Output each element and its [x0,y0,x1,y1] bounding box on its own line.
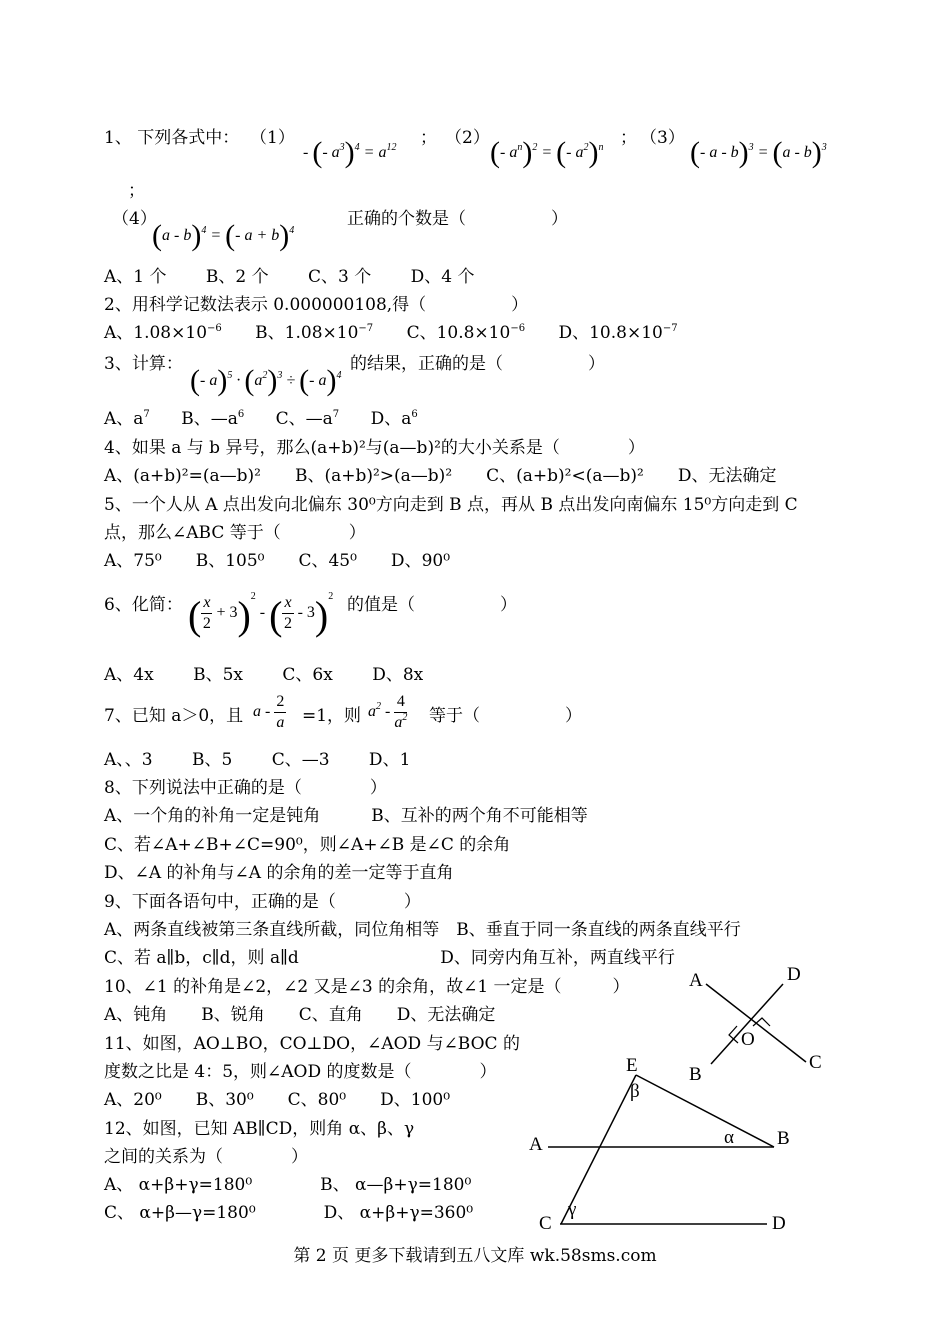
fig1-label-c: C [809,1052,822,1073]
q7-options: A、、3 B、5 C、—3 D、1 [104,750,411,770]
q5-stem-line1: 5、一个人从 A 点出发向北偏东 30⁰方向走到 B 点，再从 B 点出发向南偏东 15⁰方向走到 C [104,495,798,515]
q2-option-c: C、10.8×10 [406,323,511,343]
q2-stem: 2、用科学记数法表示 0.000000108,得（ ） [104,295,529,315]
q1-part2-label: （2） [445,128,490,148]
fig2-label-e: E [626,1055,638,1076]
q8-option-c: C、若∠A+∠B+∠C=90⁰，则∠A+∠B 是∠C 的余角 [104,835,511,855]
fig1-label-d: D [787,964,801,985]
q12-stem-line2: 之间的关系为（ ） [104,1147,308,1167]
q2-option-b: B、1.08×10 [255,323,359,343]
q9-stem: 9、下面各语句中，正确的是（ ） [104,892,421,912]
q2-options: A、$1.08\times 10^{-6}$ B、$1.08\times 10^{-7}$ C、$10.8\times 10^{-6}$ D、$10.8\times 10^{-7}$ [104,323,678,343]
q1-question: 正确的个数是（ ） [347,209,568,229]
q1-sep2: ； [620,128,637,148]
q5-stem-line2: 点，那么∠ABC 等于（ ） [104,523,366,543]
q10-stem: 10、∠1 的补角是∠2，∠2 又是∠3 的余角，故∠1 一定是（ ） [104,977,630,997]
fig2-label-gamma: γ [568,1199,577,1220]
q3-option-a: A、a [104,409,144,429]
q7-stem: 7、已知 a＞0，且 [104,706,244,726]
q1-part4-label: （4） [112,209,157,229]
q1-expr4: (a - b)$^4$ = (- a + b)$^4$ [152,219,295,252]
fig1-label-a: A [689,970,703,991]
fig2-label-d: D [772,1213,786,1234]
fig2-label-c: C [539,1213,552,1234]
q8-options-ab: A、一个角的补角一定是钝角 B、互补的两个角不可能相等 [104,806,588,826]
q1-options: A、1 个 B、2 个 C、3 个 D、4 个 [104,267,475,287]
fig1-label-o: O [741,1029,755,1050]
q1-stem: 1、 下列各式中： [104,128,240,148]
fig2-label-beta: β [630,1081,640,1102]
fig2-label-b: B [777,1128,790,1149]
q7-expr1: a - $\frac{2}{a}$ [253,693,285,731]
q10-options: A、钝角 B、锐角 C、直角 D、无法确定 [104,1005,496,1025]
q9-options-cd: C、若 a∥b，c∥d，则 a∥d D、同旁内角互补，两直线平行 [104,948,675,968]
q1-part3-label: （3） [640,128,685,148]
fig2-label-alpha: α [724,1127,734,1148]
q3-question: 的结果，正确的是（ ） [350,354,605,374]
q1-part1-label: （1） [250,128,295,148]
fig1-label-b: B [689,1064,702,1085]
q6-stem: 6、化简： [104,595,183,615]
q8-stem: 8、下列说法中正确的是（ ） [104,778,387,798]
q2-option-a: A、1.08×10 [104,323,208,343]
q3-option-d: D、a [370,409,412,429]
q4-options: A、(a+b)²=(a—b)² B、(a+b)²>(a—b)² C、(a+b)²<(a—b)² D、无法确定 [104,466,777,486]
q11-stem-line1: 11、如图，AO⊥BO，CO⊥DO，∠AOD 与∠BOC 的 [104,1034,520,1054]
q7-mid: =1，则 [302,706,362,726]
q8-option-d: D、∠A 的补角与∠A 的余角的差一定等于直角 [104,863,454,883]
q3-expr: (- $a)^5 \cdot (a^2)^3$ ÷ (- a)$^4$ [190,364,342,397]
line-eb [636,1075,774,1147]
q2-option-d: D、10.8×10 [558,323,663,343]
q3-stem: 3、计算： [104,354,183,374]
q12-stem-line1: 12、如图，已知 AB∥CD，则角 α、β、γ [104,1119,415,1139]
q9-options-ab: A、两条直线被第三条直线所截，同位角相等 B、垂直于同一条直线的两条直线平行 [104,920,741,940]
q3-options: A、$a^7$ B、$—a^6$ C、$—a^7$ D、$a^6$ [104,409,418,429]
q6-expr: ( $\frac{x}{2}$ + 3)$^2$ - ( $\frac{x}{2}$ - 3)$^2$ [188,591,334,638]
q7-question: 等于（ ） [429,706,582,726]
q4-stem: 4、如果 a 与 b 异号，那么(a+b)²与(a—b)²的大小关系是（ ） [104,438,645,458]
q12-options-ab: A、 α+β+γ=180⁰ B、 α—β+γ=180⁰ [104,1175,472,1195]
q6-options: A、4x B、5x C、6x D、8x [104,665,424,685]
q12-options-cd: C、 α+β—γ=180⁰ D、 α+β+γ=360⁰ [104,1203,474,1223]
q3-option-b: B、—a [181,409,238,429]
q5-options: A、75⁰ B、105⁰ C、45⁰ D、90⁰ [104,551,451,571]
q1-expr2: (- $a^n)^2$ = (- $a^2)^n$ [490,136,604,169]
q11-options: A、20⁰ B、30⁰ C、80⁰ D、100⁰ [104,1090,451,1110]
fig2-label-a: A [529,1134,543,1155]
q1-expr1: - (- $a^3)^4 = a^{12}$ [303,136,397,169]
q1-sep3: ； [128,181,145,201]
q7-expr2: $a^2$ - $\frac{4}{a^2}$ [368,693,408,731]
q1-expr3: (- a - b)$^3$ = (a - b)$^3$ [690,136,827,169]
q6-question: 的值是（ ） [347,595,517,615]
q1-sep1: ； [420,128,437,148]
q11-stem-line2: 度数之比是 4：5，则∠AOD 的度数是（ ） [104,1062,497,1082]
page-footer: 第 2 页 更多下载请到五八文库 wk.58sms.com [293,1246,657,1266]
q3-option-c: C、—a [275,409,333,429]
